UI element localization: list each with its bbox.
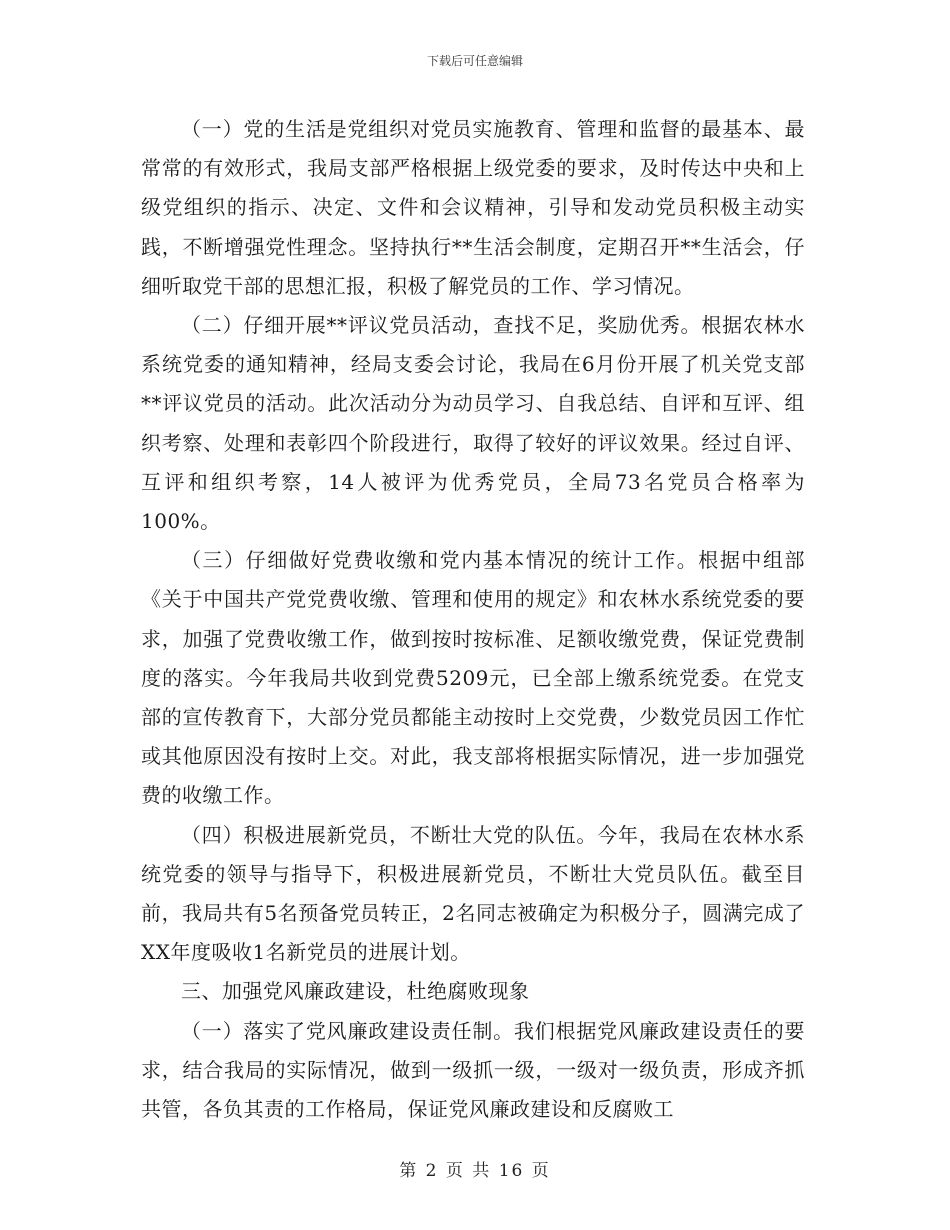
paragraph-1: （一）党的生活是党组织对党员实施教育、管理和监督的最基本、最常常的有效形式，我局支部严格根据上级党委的要求，及时传达中央和上级党组织的指示、决定、文件和会议精神，引导和发动党员积极主动实践，不断增强党性理念。坚持执行**生活会制度，定期召开**生活会，仔细听取党干部的思想汇报，积极了解党员的工作、学习情况。: [141, 117, 805, 298]
page-header: 下载后可任意编辑: [426, 54, 523, 68]
paragraph-5: （一）落实了党风廉政建设责任制。我们根据党风廉政建设责任的要求，结合我局的实际情况，做到一级抓一级，一级对一级负责，形成齐抓共管，各负其责的工作格局，保证党风廉政建设和反腐败工: [141, 1018, 805, 1122]
section-heading: 三、加强党风廉政建设，杜绝腐败现象: [181, 979, 530, 1004]
paragraph-3: （三）仔细做好党费收缴和党内基本情况的统计工作。根据中组部《关于中国共产党党费收缴、管理和使用的规定》和农林水系统党委的要求，加强了党费收缴工作，做到按时按标准、足额收缴党费，保证党费制度的落实。今年我局共收到党费5209元，已全部上缴系统党委。在党支部的宣传教育下，大部分党员都能主动按时上交党费，少数党员因工作忙或其他原因没有按时上交。对此，我支部将根据实际情况，进一步加强党费的收缴工作。: [141, 548, 805, 808]
paragraph-2: （二）仔细开展**评议党员活动，查找不足，奖励优秀。根据农林水系统党委的通知精神，经局支委会讨论，我局在6月份开展了机关党支部**评议党员的活动。此次活动分为动员学习、自我总结、自评和互评、组织考察、处理和表彰四个阶段进行，取得了较好的评议效果。经过自评、互评和组织考察，14人被评为优秀党员，全局73名党员合格率为100%。: [141, 313, 805, 534]
paragraph-4: （四）积极进展新党员，不断壮大党的队伍。今年，我局在农林水系统党委的领导与指导下，积极进展新党员，不断壮大党员队伍。截至目前，我局共有5名预备党员转正，2名同志被确定为积极分子，圆满完成了XX年度吸收1名新党员的进展计划。: [141, 822, 805, 965]
page-footer: 第 2 页 共 16 页: [399, 1161, 551, 1181]
document-body: [141, 110, 805, 1129]
